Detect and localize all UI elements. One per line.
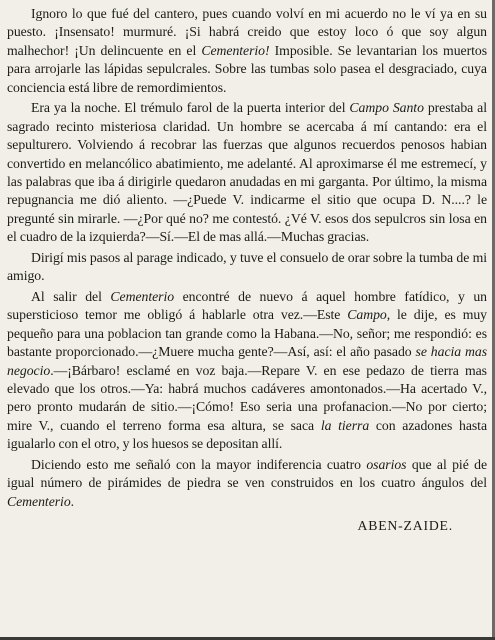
author-signature: ABEN-ZAIDE. bbox=[357, 518, 453, 534]
text-run: , le dije, es muy pequeño para una poblacion tan grande como la Habana.—No, señor; me respondió: es bastante proporcionado.—¿Muere mucha gente?—Así, así: el año pasado bbox=[7, 307, 487, 360]
text-run: . bbox=[70, 493, 75, 509]
text-run: .—¡Bárbaro! esclamé en voz baja.—Repare V. en ese pedazo de tierra mas elevado que los otros.—Ya: habrá muchos cadáveres amontonados.—Ha acertado V., pero pronto mudarán de sitio.—¡Cómo! Eso seria una profanacion.—No por cierto; mire V., cuando el terreno forma esa altura, se saca bbox=[7, 362, 487, 433]
text-run: encontré de nuevo á aquel hombre fatídico, y un supersticioso temor me obligó á hablarle otra vez.—Este bbox=[7, 288, 487, 323]
text-run: con azadones hasta igualarlo con el otro, y los huesos se depositan allí. bbox=[7, 417, 487, 452]
italic-phrase: Cementerio bbox=[7, 493, 71, 509]
paragraph bbox=[7, 99, 487, 246]
italic-phrase: se hacia mas negocio bbox=[7, 344, 487, 378]
text-run: Al salir del bbox=[31, 288, 111, 304]
italic-phrase: la tierra bbox=[320, 417, 370, 433]
italic-phrase: Campo Santo bbox=[349, 100, 424, 116]
text-run: que al pié de igual número de pirámides de piedra se ven construidos en los cuatro ángulos del bbox=[7, 456, 487, 491]
article-body bbox=[7, 5, 487, 535]
text-run: Ignoro lo que fué del cantero, pues cuando volví en mi acuerdo no le ví ya en su puesto. ¡Insensato! murmuré. ¡Si habrá creido que estoy loco ó que soy algun malhechor! ¡Un delincuente en el bbox=[7, 6, 487, 58]
italic-phrase: osarios bbox=[366, 456, 407, 472]
italic-phrase: Cementerio bbox=[110, 288, 175, 304]
text-run: Imposible. Se levantarian los muertos para arrojarle las lápidas sepulcrales. Sobre las tumbas solo pasea el desgraciado, cuya conciencia está libre de remordimientos. bbox=[7, 42, 487, 95]
text-run: Diciendo esto me señaló con la mayor indiferencia cuatro bbox=[31, 456, 367, 472]
paragraph bbox=[7, 5, 487, 97]
italic-phrase: Cementerio! bbox=[201, 42, 270, 58]
paragraph bbox=[7, 456, 487, 511]
text-run: prestaba al sagrado recinto misteriosa claridad. Un hombre se acercaba á mí cantando: era el sepulturero. Volviendo á recobrar las fuerzas que algunos recuerdos penosos habian convertido en melancólico abatimiento, me adelanté. Al aproximarse él me estremecí, y las palabras que iba á dirigirle quedaron anudadas en mi garganta. Por último, la misma repugnancia me dió aliento. —¿Puede V. indicarme el sitio que ocupa D. N....? le pregunté sin mirarle. —¿Por qué no? me contestó. ¿Vé V. esos dos sepulcros sin losa en el cuadro de la izquierda?—Sí.—El de mas allá.—Muchas gracias. bbox=[7, 100, 487, 245]
italic-phrase: Campo bbox=[347, 307, 387, 323]
paragraph bbox=[7, 288, 487, 454]
text-run: Dirigí mis pasos al parage indicado, y tuve el consuelo de orar sobre la tumba de mi amigo. bbox=[7, 249, 487, 284]
paragraph bbox=[7, 249, 487, 286]
text-run: Era ya la noche. El trémulo farol de la puerta interior del bbox=[31, 100, 350, 116]
